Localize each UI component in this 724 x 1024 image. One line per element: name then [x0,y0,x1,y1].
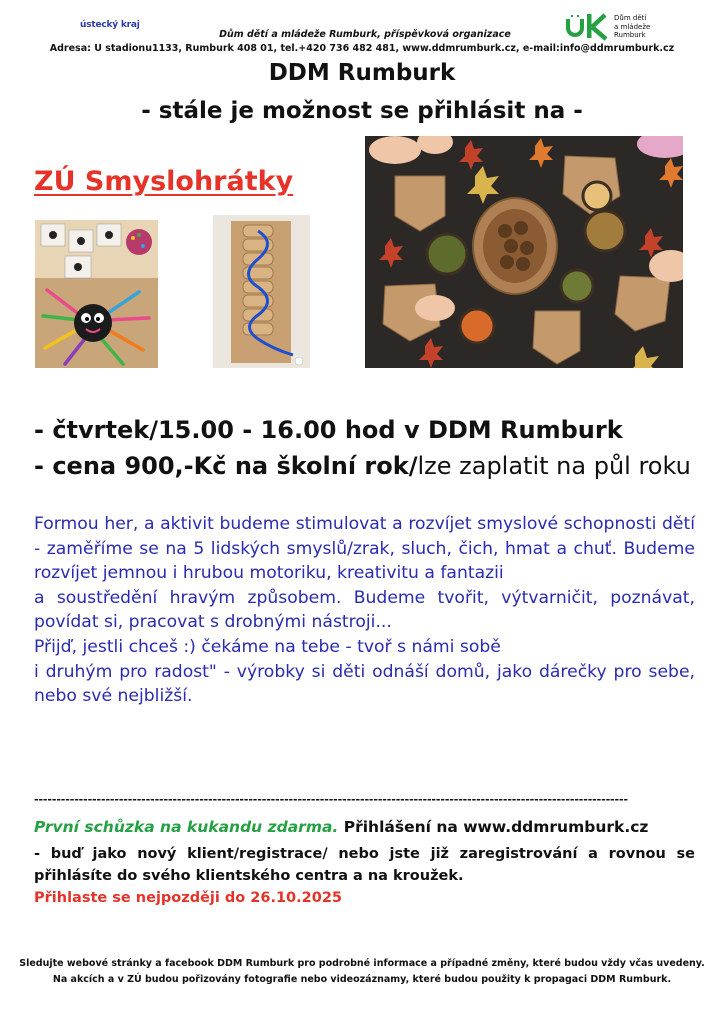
description-paragraph: a soustředění hravým způsobem. Budeme tvořit, výtvarničit, poznávat, povídat si, pracovat s drobnými nástroji... [34,587,695,633]
price-line [34,452,691,480]
ddm-logo-text: Dům dětí a mládeže Rumburk [614,14,651,39]
description-paragraph: Formou her, a aktivit budeme stimulovat a rozvíjet smyslové schopnosti dětí - zaměříme se na 5 lidských smyslů/zrak, sluch, čich, hmat a chuť. Budeme rozvíjet jemnou i hrubou motoriku, kreativitu a fantazii [34,514,695,584]
description-paragraph: i druhým pro radost" - výrobky si děti odnáší domů, jako dárečky pro sebe, nebo své nejbližší. [34,661,695,707]
signup-text: Přihlášení na www.ddmrumburk.cz [338,818,649,836]
page-subtitle: - stále je možnost se přihlásit na - [141,98,583,124]
description-paragraph: Přijď, jestli chceš :) čekáme na tebe - tvoř s námi sobě [34,636,501,657]
footer-note: Na akcích a v ZÚ budou pořizovány fotografie nebo videozáznamy, které budou použity k propagaci DDM Rumburk. [52,974,672,985]
registration-deadline: Přihlaste se nejpozději do 26.10.2025 [34,890,343,906]
footer-note: Sledujte webové stránky a facebook DDM Rumburk pro podrobné informace a případné změny, které budou vždy včas uvedeny. [19,958,705,969]
price-note: lze zaplatit na půl roku [417,452,691,480]
dashed-divider: ------------------------------------------------------------------------------------------------------------------------------------- [34,793,628,806]
region-logo [80,20,140,30]
ddm-logo-mark [565,12,611,42]
course-description [34,512,695,709]
price-main: - cena 900,-Kč na školní rok/ [34,452,418,480]
free-first-session: První schůzka na kukandu zdarma. [34,818,339,836]
photo-sensory-tray [365,136,683,368]
photo-paper-rolls [213,215,310,368]
registration-detail: - buď jako nový klient/registrace/ nebo jste již zaregistrování a rovnou se přihlásíte do svého klientského centra a na kroužek. [34,846,695,884]
ddm-logo [565,12,675,42]
course-title: ZÚ Smyslohrátky [34,166,294,197]
organization-address: Adresa: U stadionu1133, Rumburk 408 01, tel.+420 736 482 481, www.ddmrumburk.cz, e-mail:info@ddmrumburk.cz [49,43,675,54]
registration-line [34,818,648,836]
organization-name: Dům dětí a mládeže Rumburk, příspěvková organizace [219,29,511,40]
region-logo-text: ústecký kraj [80,20,140,30]
schedule-line: - čtvrtek/15.00 - 16.00 hod v DDM Rumburk [34,416,623,444]
page-title: DDM Rumburk [268,60,456,86]
photo-spider-craft [35,220,158,368]
